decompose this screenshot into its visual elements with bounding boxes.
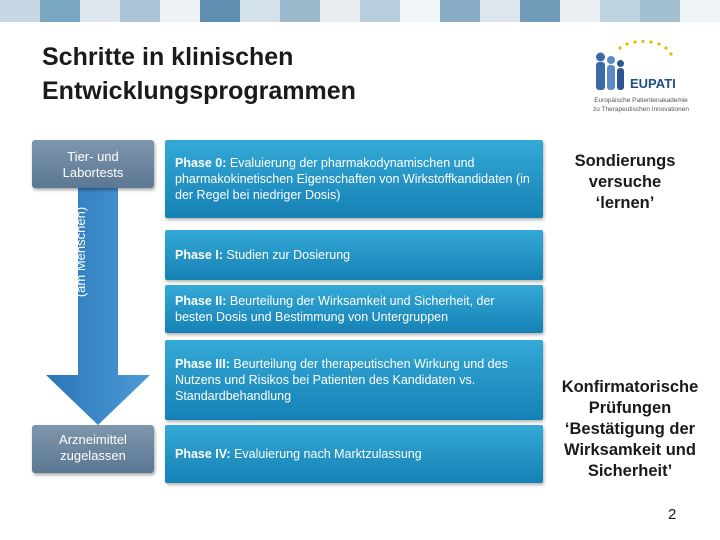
phase-0-label: Phase 0: — [175, 156, 227, 170]
stars-icon — [618, 40, 672, 56]
phase-2-text: Beurteilung der Wirksamkeit und Sicherheit, der besten Dosis und Bestimmung von Untergruppen — [175, 294, 495, 324]
phase-3-label: Phase III: — [175, 357, 230, 371]
strip-segment — [400, 0, 440, 22]
header-color-strip — [0, 0, 720, 22]
strip-segment — [440, 0, 480, 22]
phase-3-text: Beurteilung der therapeutischen Wirkung und des Nutzens und Risikos bei Patienten des Kandidaten vs. Standardbehandlung — [175, 357, 508, 403]
logo-wordmark: EUPATI — [630, 76, 676, 91]
strip-segment — [480, 0, 520, 22]
arrow-label: klinische Prüfungen (am Menschen) — [58, 195, 88, 309]
page-title: Schritte in klinischen Entwicklungsprogrammen — [42, 43, 356, 105]
phase-1-text: Studien zur Dosierung — [222, 248, 351, 262]
phase-3-box — [165, 340, 543, 420]
phase-4-text: Evaluierung nach Marktzulassung — [230, 447, 422, 461]
phase-0-text: Evaluierung der pharmakodynamischen und pharmakokinetischen Eigenschaften von Wirkstoffkandidaten (in der Regel bei niedriger Dosis) — [175, 156, 530, 202]
strip-segment — [640, 0, 680, 22]
drug-approved-box: Arzneimittel zugelassen — [32, 425, 154, 473]
lab-tests-box: Tier- und Labortests — [32, 140, 154, 188]
logo-subtitle: Europäische Patientenakademie zu Therapeutischen Innovationen — [592, 97, 689, 113]
strip-segment — [360, 0, 400, 22]
strip-segment — [120, 0, 160, 22]
exploratory-trials-text: Sondierungs versuche ‘lernen’ — [574, 152, 676, 212]
phase-1-box — [165, 230, 543, 280]
strip-segment — [280, 0, 320, 22]
phase-2-label: Phase II: — [175, 294, 227, 308]
page-number: 2 — [668, 506, 677, 523]
strip-segment — [40, 0, 80, 22]
strip-segment — [560, 0, 600, 22]
phase-1-label: Phase I: — [175, 248, 223, 262]
strip-segment — [320, 0, 360, 22]
strip-segment — [200, 0, 240, 22]
phase-2-box — [165, 285, 543, 333]
strip-segment — [160, 0, 200, 22]
strip-segment — [520, 0, 560, 22]
strip-segment — [680, 0, 720, 22]
strip-segment — [240, 0, 280, 22]
people-icon — [596, 53, 624, 91]
strip-segment — [600, 0, 640, 22]
strip-segment — [0, 0, 40, 22]
confirmatory-trials-text: Konfirmatorische Prüfungen ‘Bestätigung der Wirksamkeit und Sicherheit’ — [561, 378, 699, 480]
phase-4-box — [165, 425, 543, 483]
strip-segment — [80, 0, 120, 22]
phase-4-label: Phase IV: — [175, 447, 231, 461]
phase-0-box — [165, 140, 543, 218]
